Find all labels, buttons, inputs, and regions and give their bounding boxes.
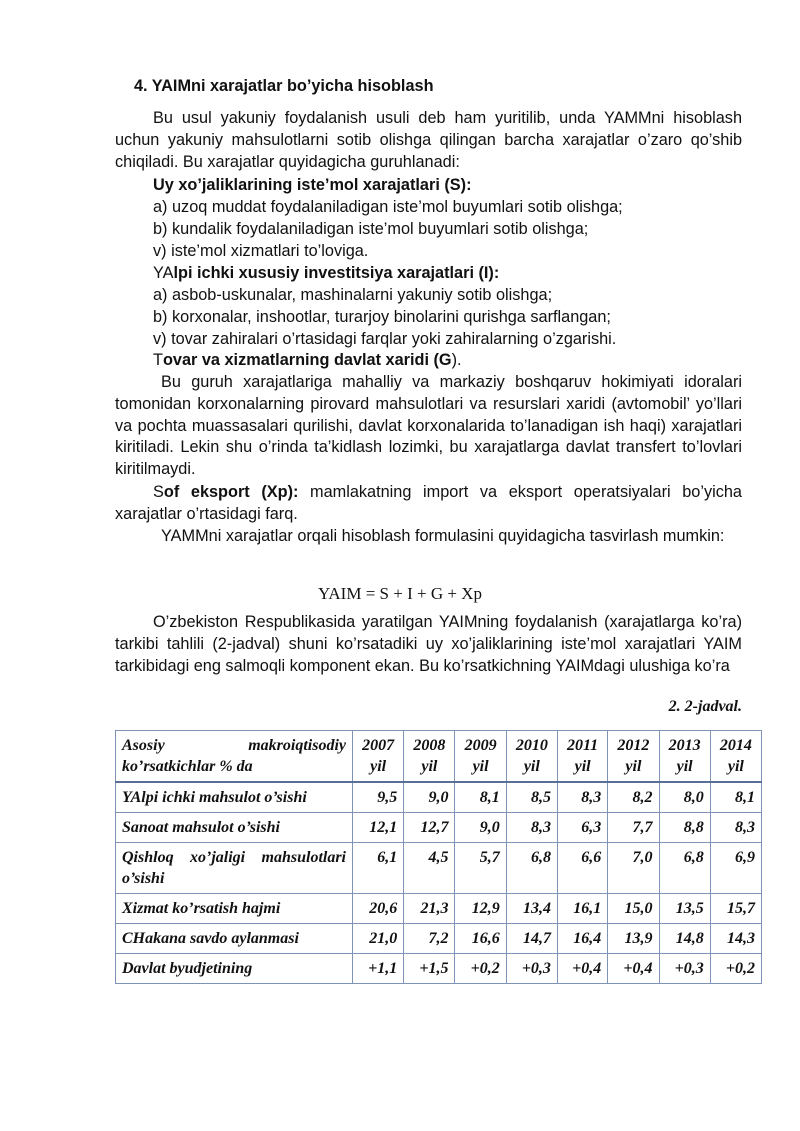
table-cell: 12,1 (353, 813, 404, 843)
year-header: 2010 yil (506, 731, 557, 783)
macro-indicators-table (115, 730, 762, 984)
year-header: 2007 yil (353, 731, 404, 783)
table-cell: +1,1 (353, 954, 404, 984)
table-row (116, 843, 762, 894)
table-cell: 8,2 (608, 782, 659, 813)
table-cell: 15,7 (710, 894, 761, 924)
table-cell: 8,3 (710, 813, 761, 843)
analysis-paragraph: O’zbekiston Respublikasida yaratilgan YAIMning foydalanish (xarajatlarga ko’ra) tarkibi tahlili (2-jadval) shuni ko’rsatadiki uy xo’jaliklarining iste’mol xarajatlari YAIM tarkibidagi eng salmoqli komponent ekan. Bu ko’rsatkichning YAIMdagi ulushiga ko’ra (115, 613, 742, 675)
table-cell: 16,4 (557, 924, 607, 954)
net-export-bold: of eksport (Xp): (163, 483, 299, 501)
table-cell: 12,9 (455, 894, 506, 924)
table-header-label: Asosiy makroiqtisodiy ko’rsatkichlar % da (116, 731, 353, 783)
table-cell: 7,7 (608, 813, 659, 843)
government-title (153, 350, 462, 372)
year-header: 2014 yil (710, 731, 761, 783)
government-title-first: T (153, 351, 163, 369)
table-cell: 9,0 (404, 782, 455, 813)
table-cell: 12,7 (404, 813, 455, 843)
table-cell: 14,7 (506, 924, 557, 954)
table-cell: 6,8 (506, 843, 557, 894)
table-cell: 7,2 (404, 924, 455, 954)
year-header: 2008 yil (404, 731, 455, 783)
row-label: Davlat byudjetining (116, 954, 353, 984)
table-cell: 20,6 (353, 894, 404, 924)
government-title-end: ). (451, 351, 462, 369)
table-cell: 6,1 (353, 843, 404, 894)
table-cell: 6,3 (557, 813, 607, 843)
table-cell: 21,3 (404, 894, 455, 924)
net-export-first: S (153, 483, 164, 501)
consumption-item-v: v) iste’mol xizmatlari to’loviga. (153, 242, 369, 260)
net-export-rest: mamlakatning import va eksport operatsiyalari bo’yicha xarajatlar o’rtasidagi farq. (115, 483, 742, 523)
investment-item-v: v) tovar zahiralari o’rtasidagi farqlar yoki zahiralarning o’zgarishi. (153, 330, 617, 348)
row-label: Xizmat ko’rsatish hajmi (116, 894, 353, 924)
table-cell: 8,8 (659, 813, 710, 843)
year-header: 2012 yil (608, 731, 659, 783)
section-heading: 4. YAIMni xarajatlar bo’yicha hisoblash (134, 77, 434, 95)
table-cell: 8,3 (557, 782, 607, 813)
table-cell: +0,3 (659, 954, 710, 984)
year-header: 2013 yil (659, 731, 710, 783)
row-label: Sanoat mahsulot o’sishi (116, 813, 353, 843)
investment-item-a: a) asbob-uskunalar, mashinalarni yakuniy sotib olishga; (153, 286, 553, 304)
table-cell: 16,6 (455, 924, 506, 954)
table-cell: 21,0 (353, 924, 404, 954)
investment-item-b: b) korxonalar, inshootlar, turarjoy binolarini qurishga sarflangan; (153, 308, 611, 326)
consumption-item-a: a) uzoq muddat foydalaniladigan iste’mol buyumlari sotib olishga; (153, 198, 623, 216)
row-label: YAlpi ichki mahsulot o’sishi (116, 782, 353, 813)
table-cell: 13,9 (608, 924, 659, 954)
table-cell: 13,5 (659, 894, 710, 924)
table-cell: 4,5 (404, 843, 455, 894)
table-cell: 14,8 (659, 924, 710, 954)
table-cell: 6,8 (659, 843, 710, 894)
table-cell: +0,2 (455, 954, 506, 984)
investment-title-rest: lpi ichki xususiy investitsiya xarajatlari (I): (173, 264, 500, 282)
formula: YAIM = S + I + G + Xp (318, 584, 482, 603)
investment-title (153, 263, 499, 285)
table-row (116, 894, 762, 924)
table-cell: 8,1 (455, 782, 506, 813)
table-cell: 6,9 (710, 843, 761, 894)
table-row (116, 954, 762, 984)
table-cell: 15,0 (608, 894, 659, 924)
consumption-title (153, 175, 472, 197)
table-cell: 9,5 (353, 782, 404, 813)
table-cell: 7,0 (608, 843, 659, 894)
table-cell: 8,5 (506, 782, 557, 813)
government-paragraph: Bu guruh xarajatlariga mahalliy va markaziy boshqaruv hokimiyati idoralari tomonidan korxonalarning pirovard mahsulotlari va resurslari xaridi (avtomobil’ yo’llari va pochta muassasalari qurilishi, davlat korxonalarida to’lanadigan ish haqi) xarajatlari kiritiladi. Lekin shu o’rinda ta’kidlash lozimki, bu xarajatlarga davlat transfert to’lovlari kiritilmaydi. (115, 373, 742, 479)
year-header: 2011 yil (557, 731, 607, 783)
table-cell: 6,6 (557, 843, 607, 894)
table-row (116, 782, 762, 813)
investment-title-first: YA (153, 264, 174, 282)
table-cell: 8,3 (506, 813, 557, 843)
table-cell: 9,0 (455, 813, 506, 843)
consumption-item-b: b) kundalik foydalaniladigan iste’mol buyumlari sotib olishga; (153, 220, 589, 238)
table-row (116, 813, 762, 843)
row-label: Qishloq xo’jaligi mahsulotlari o’sishi (116, 843, 353, 894)
table-cell: 8,0 (659, 782, 710, 813)
table-cell: +0,2 (710, 954, 761, 984)
table-header-row (116, 731, 762, 783)
table-cell: +0,4 (608, 954, 659, 984)
net-export-paragraph (115, 482, 742, 526)
intro-paragraph: Bu usul yakuniy foydalanish usuli deb ham yuritilib, unda YAMMni hisoblash uchun yakuniy mahsulotlarni sotib olishga qilingan barcha xarajatlar o’zaro qo’shib chiqiladi. Bu xarajatlar quyidagicha guruhlanadi: (115, 109, 742, 171)
table-cell: 8,1 (710, 782, 761, 813)
table-cell: 5,7 (455, 843, 506, 894)
table-cell: 16,1 (557, 894, 607, 924)
row-label: CHakana savdo aylanmasi (116, 924, 353, 954)
table-cell: +1,5 (404, 954, 455, 984)
year-header: 2009 yil (455, 731, 506, 783)
table-cell: +0,3 (506, 954, 557, 984)
table-cell: 13,4 (506, 894, 557, 924)
table-row (116, 924, 762, 954)
government-title-bold: ovar va xizmatlarning davlat xaridi (G (162, 351, 452, 369)
formula-intro-paragraph: YAMMni xarajatlar orqali hisoblash formulasini quyidagicha tasvirlash mumkin: (161, 527, 725, 545)
table-cell: 14,3 (710, 924, 761, 954)
table-caption: 2. 2-jadval. (668, 698, 742, 715)
consumption-title-text: Uy xo’jaliklarining iste’mol xarajatlari (S): (153, 176, 472, 194)
table-cell: +0,4 (557, 954, 607, 984)
